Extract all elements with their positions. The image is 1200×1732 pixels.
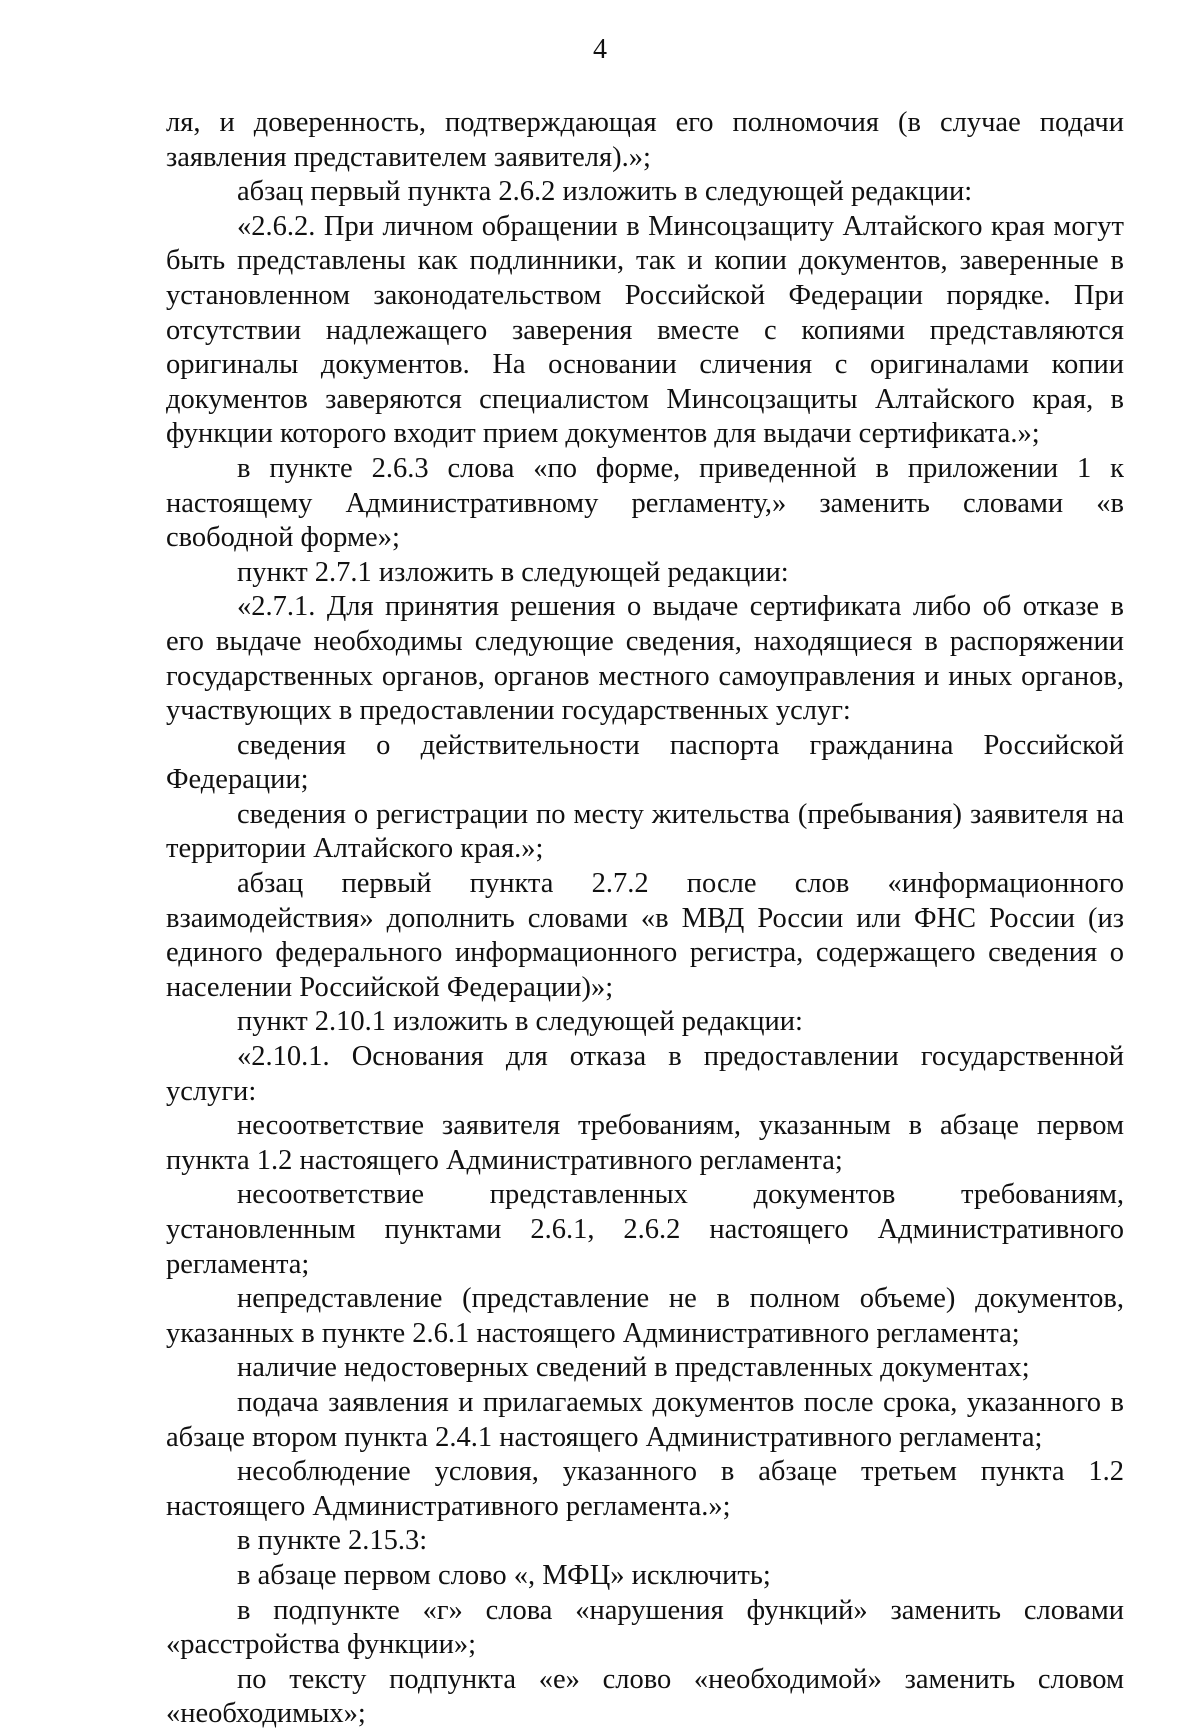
page-number: 4	[593, 34, 607, 65]
document-body	[166, 106, 1124, 1732]
paragraph: несоответствие представленных документов требованиям, установленным пунктами 2.6.1, 2.6.2 настоящего Административного регламента;	[166, 1179, 1124, 1280]
paragraph: несоблюдение условия, указанного в абзаце третьем пункта 1.2 настоящего Административного регламента.»;	[166, 1456, 1124, 1522]
paragraph: сведения о регистрации по месту жительства (пребывания) заявителя на территории Алтайского края.»;	[166, 798, 1124, 865]
paragraph: ля, и доверенность, подтверждающая его полномочия (в случае подачи заявления представителем заявителя).»;	[166, 107, 1124, 173]
paragraph: наличие недостоверных сведений в представленных документах;	[237, 1352, 1030, 1384]
paragraph: «2.10.1. Основания для отказа в предоставлении государственной услуги:	[166, 1041, 1124, 1107]
paragraph: несоответствие заявителя требованиям, указанным в абзаце первом пункта 1.2 настоящего Административного регламента;	[166, 1110, 1124, 1176]
paragraph: в пункте 2.6.3 слова «по форме, приведенной в приложении 1 к настоящему Административному регламенту,» заменить словами «в свободной форме»;	[166, 452, 1124, 554]
paragraph: пункт 2.10.1 изложить в следующей редакции:	[237, 1006, 803, 1038]
paragraph: в подпункте «г» слова «нарушения функций» заменить словами «расстройства функции»;	[166, 1594, 1124, 1661]
paragraph: абзац первый пункта 2.6.2 изложить в следующей редакции:	[237, 176, 973, 208]
paragraph: в пункте 2.15.3:	[237, 1525, 428, 1557]
paragraph: пункт 2.7.1 изложить в следующей редакции:	[237, 556, 789, 588]
paragraph: сведения о действительности паспорта гражданина Российской Федерации;	[166, 729, 1124, 796]
paragraph: абзац первый пункта 2.7.2 после слов «информационного взаимодействия» дополнить словами «в МВД России или ФНС России (из единого федерального информационного регистра, содержащего сведения о населении Российской Федерации)»;	[166, 868, 1124, 1003]
paragraph: по тексту подпункта «е» слово «необходимой» заменить словом «необходимых»;	[166, 1663, 1124, 1730]
paragraph: подача заявления и прилагаемых документов после срока, указанного в абзаце втором пункта 2.4.1 настоящего Административного регламента;	[166, 1386, 1124, 1453]
paragraph: в абзаце первом слово «, МФЦ» исключить;	[237, 1559, 771, 1591]
paragraph: непредставление (представление не в полном объеме) документов, указанных в пункте 2.6.1 настоящего Административного регламента;	[166, 1283, 1124, 1349]
paragraph: «2.6.2. При личном обращении в Минсоцзащиту Алтайского края могут быть представлены как подлинники, так и копии документов, заверенные в установленном законодательством Российской Федерации порядке. При отсутствии надлежащего заверения вместе с копиями представляются оригиналы документов. На основании сличения с оригиналами копии документов заверяются специалистом Минсоцзащиты Алтайского края, в функции которого входит прием документов для выдачи сертификата.»;	[166, 210, 1124, 450]
paragraph: «2.7.1. Для принятия решения о выдаче сертификата либо об отказе в его выдаче необходимы следующие сведения, находящиеся в распоряжении государственных органов, органов местного самоуправления и иных органов, участвующих в предоставлении государственных услуг:	[166, 591, 1124, 727]
